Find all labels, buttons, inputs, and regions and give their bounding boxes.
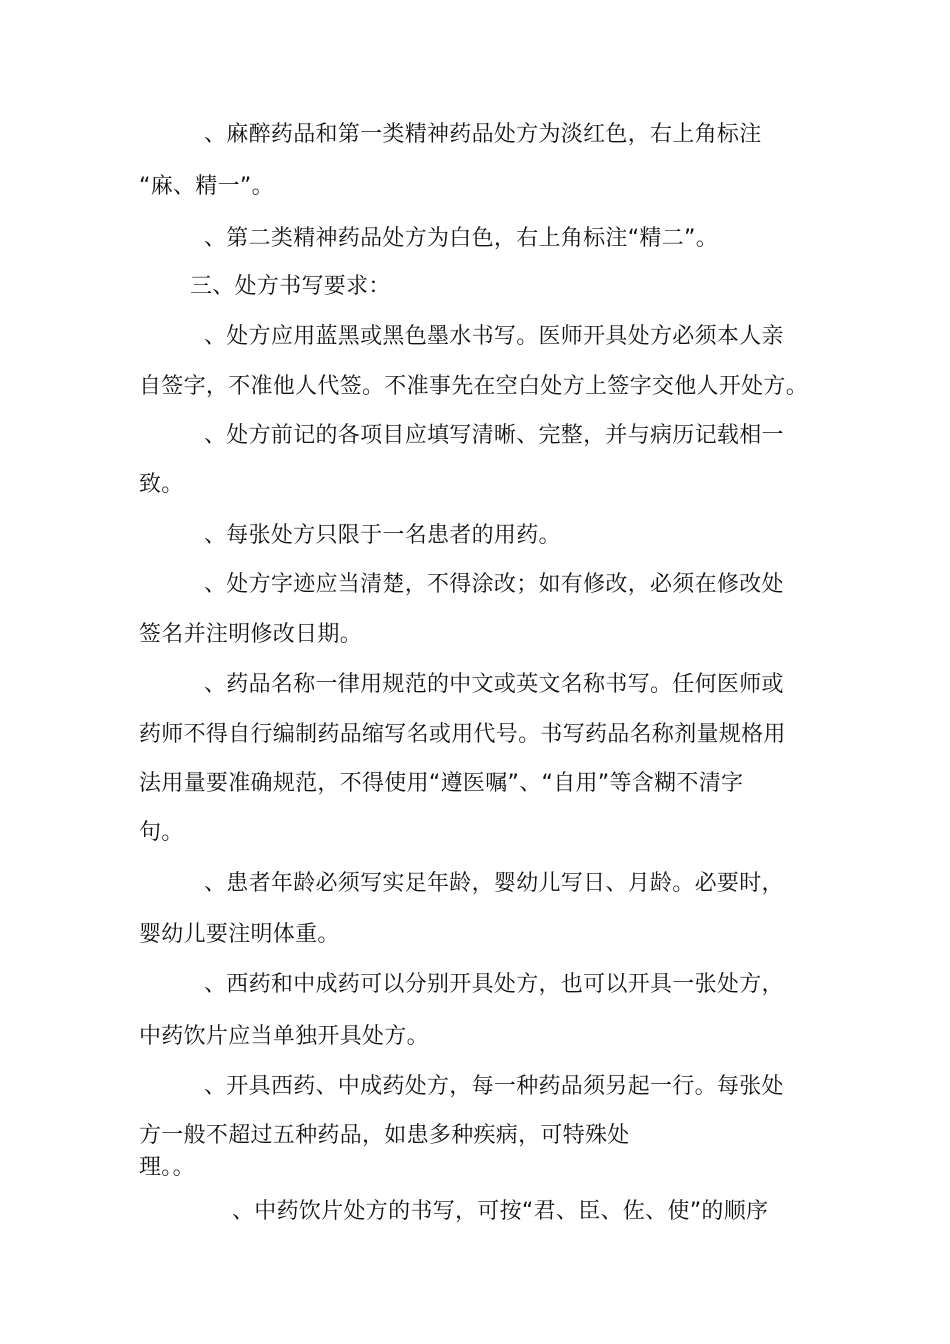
text-line: 、麻醉药品和第一类精神药品处方为淡红色，右上角标注: [204, 122, 762, 147]
text-line: 理。。: [139, 1155, 195, 1180]
text-line: 、药品名称一律用规范的中文或英文名称书写。任何医师或: [204, 672, 784, 697]
text-line: 、中药饮片处方的书写，可按“君、臣、佐、使”的顺序: [232, 1199, 769, 1224]
text-line: 中药饮片应当单独开具处方。: [139, 1024, 429, 1049]
text-line: 句。: [139, 820, 184, 845]
section-heading: 三、处方书写要求：: [190, 274, 391, 299]
text-line: 、患者年龄必须写实足年龄，婴幼儿写日、月龄。必要时，: [204, 871, 784, 896]
text-line: 方一般不超过五种药品，如患多种疾病，可特殊处: [139, 1123, 630, 1148]
text-line: 签名并注明修改日期。: [139, 622, 363, 647]
text-line: 、西药和中成药可以分别开具处方，也可以开具一张处方，: [204, 972, 784, 997]
text-line: 自签字，不准他人代签。不准事先在空白处方上签字交他人开处方。: [139, 374, 809, 399]
text-line: 药师不得自行编制药品缩写名或用代号。书写药品名称剂量规格用: [139, 722, 786, 747]
text-line: “麻、精一”。: [139, 174, 274, 199]
text-line: 致。: [139, 472, 184, 497]
text-line: 、处方前记的各项目应填写清晰、完整，并与病历记载相一: [204, 423, 784, 448]
text-line: 婴幼儿要注明体重。: [139, 922, 340, 947]
text-line: 法用量要准确规范，不得使用“遵医嘱”、“自用”等含糊不清字: [139, 771, 744, 796]
text-line: 、第二类精神药品处方为白色，右上角标注“精二”。: [204, 226, 718, 251]
text-line: 、每张处方只限于一名患者的用药。: [204, 523, 561, 548]
text-line: 、开具西药、中成药处方，每一种药品须另起一行。每张处: [204, 1074, 784, 1099]
text-line: 、处方应用蓝黑或黑色墨水书写。医师开具处方必须本人亲: [204, 324, 784, 349]
text-line: 、处方字迹应当清楚，不得涂改；如有修改，必须在修改处: [204, 572, 784, 597]
